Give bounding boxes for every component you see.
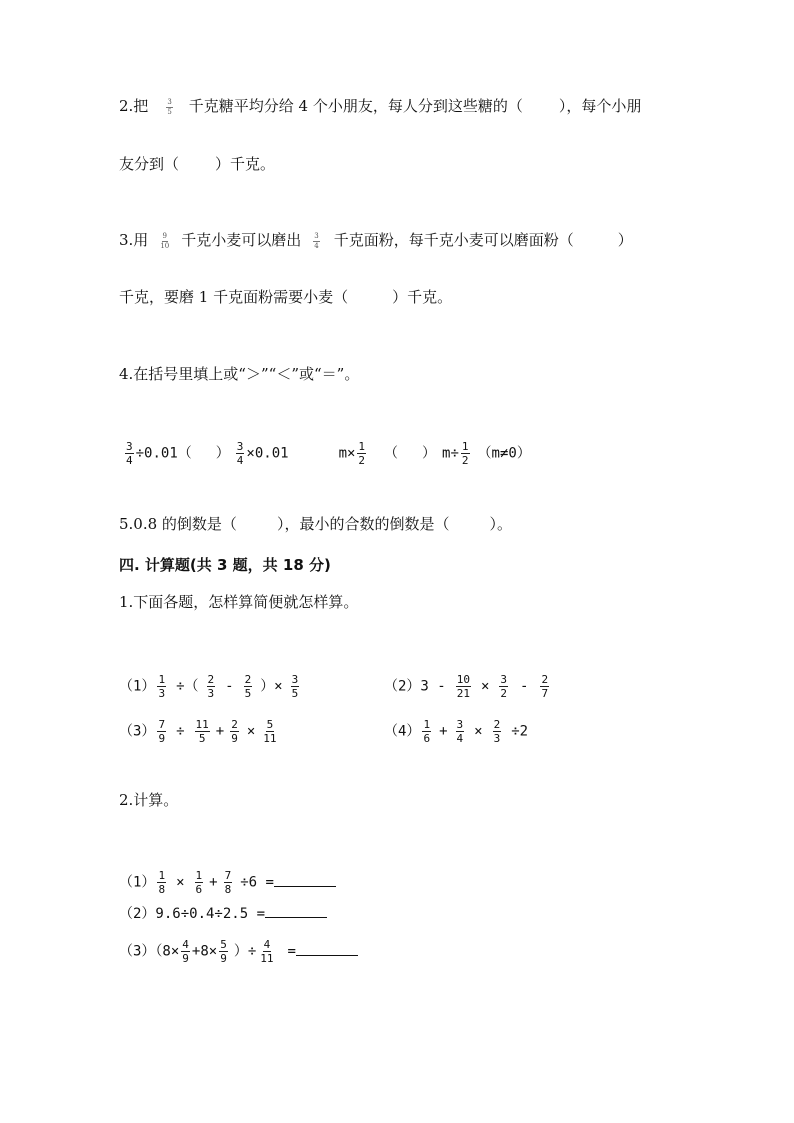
q2-text-1: 千克糖平均分给 4 个小朋友，每人分到这些糖的（ — [188, 97, 523, 115]
problem-1-3: （3） $\frac{7}{9}$ ÷ $\frac{11}{5}$ + $\frac{2}{9}$ × $\frac{5}{11}$ — [119, 718, 277, 745]
problem-2-1: （1） $\frac{1}{8}$ × $\frac{1}{6}$ + $\frac{7}{8}$ ÷6 = — [119, 870, 336, 895]
section-4-heading: 四. 计算题(共 3 题，共 18 分) — [119, 556, 331, 574]
q2-prefix: 2.把 — [119, 97, 149, 115]
problem-1-title: 1.下面各题，怎样算简便就怎样算。 — [119, 593, 359, 611]
question-4-expressions: $\frac{3}{4}$ ÷0.01（ ） $\frac{3}{4}$ ×0.01 m× $\frac{1}{2}$ （ ） m÷ $\frac{1}{2}$ （m≠0） — [126, 440, 531, 467]
question-3-line-2: 千克，要磨 1 千克面粉需要小麦（ ）千克。 — [119, 288, 453, 306]
q2-text-2: ），每个小朋 — [558, 97, 642, 115]
question-4-title: 4.在括号里填上或“＞”“＜”或“＝”。 — [119, 365, 360, 383]
answer-blank-3[interactable] — [296, 941, 358, 956]
question-2-line-2: 友分到（ ）千克。 — [119, 155, 276, 173]
problem-2-2: （2）9.6÷0.4÷2.5 = — [119, 903, 327, 924]
question-2-line-1 — [119, 96, 641, 116]
answer-blank-2[interactable] — [265, 903, 327, 918]
question-3-line-1: 3.用 $\frac{9}{10}$ 千克小麦可以磨出 $\frac{3}{4}$ 千克面粉，每千克小麦可以磨面粉（ ） — [119, 231, 633, 250]
problem-2-title: 2.计算。 — [119, 791, 179, 809]
question-5: 5.0.8 的倒数是（ ），最小的合数的倒数是（ ）。 — [119, 515, 512, 533]
problem-1-1: （1） $\frac{1}{3}$ ÷（ $\frac{2}{3}$ - $\frac{2}{5}$ ）× $\frac{3}{5}$ — [119, 673, 299, 700]
problem-1-2: （2）3 - $\frac{10}{21}$ × $\frac{3}{2}$ - $\frac{2}{7}$ — [384, 673, 549, 700]
problem-1-4: （4） $\frac{1}{6}$ + $\frac{3}{4}$ × $\frac{2}{3}$ ÷2 — [384, 718, 529, 745]
problem-2-3: （3）（8× $\frac{4}{9}$ +8× $\frac{5}{9}$ ）÷ $\frac{4}{11}$ = — [119, 939, 358, 964]
q2-fraction: $\frac{3}{5}$ — [167, 97, 172, 116]
q3-fraction-2: $\frac{3}{4}$ — [314, 231, 319, 250]
answer-blank-1[interactable] — [274, 872, 336, 887]
q3-fraction-1: $\frac{9}{10}$ — [160, 231, 170, 250]
